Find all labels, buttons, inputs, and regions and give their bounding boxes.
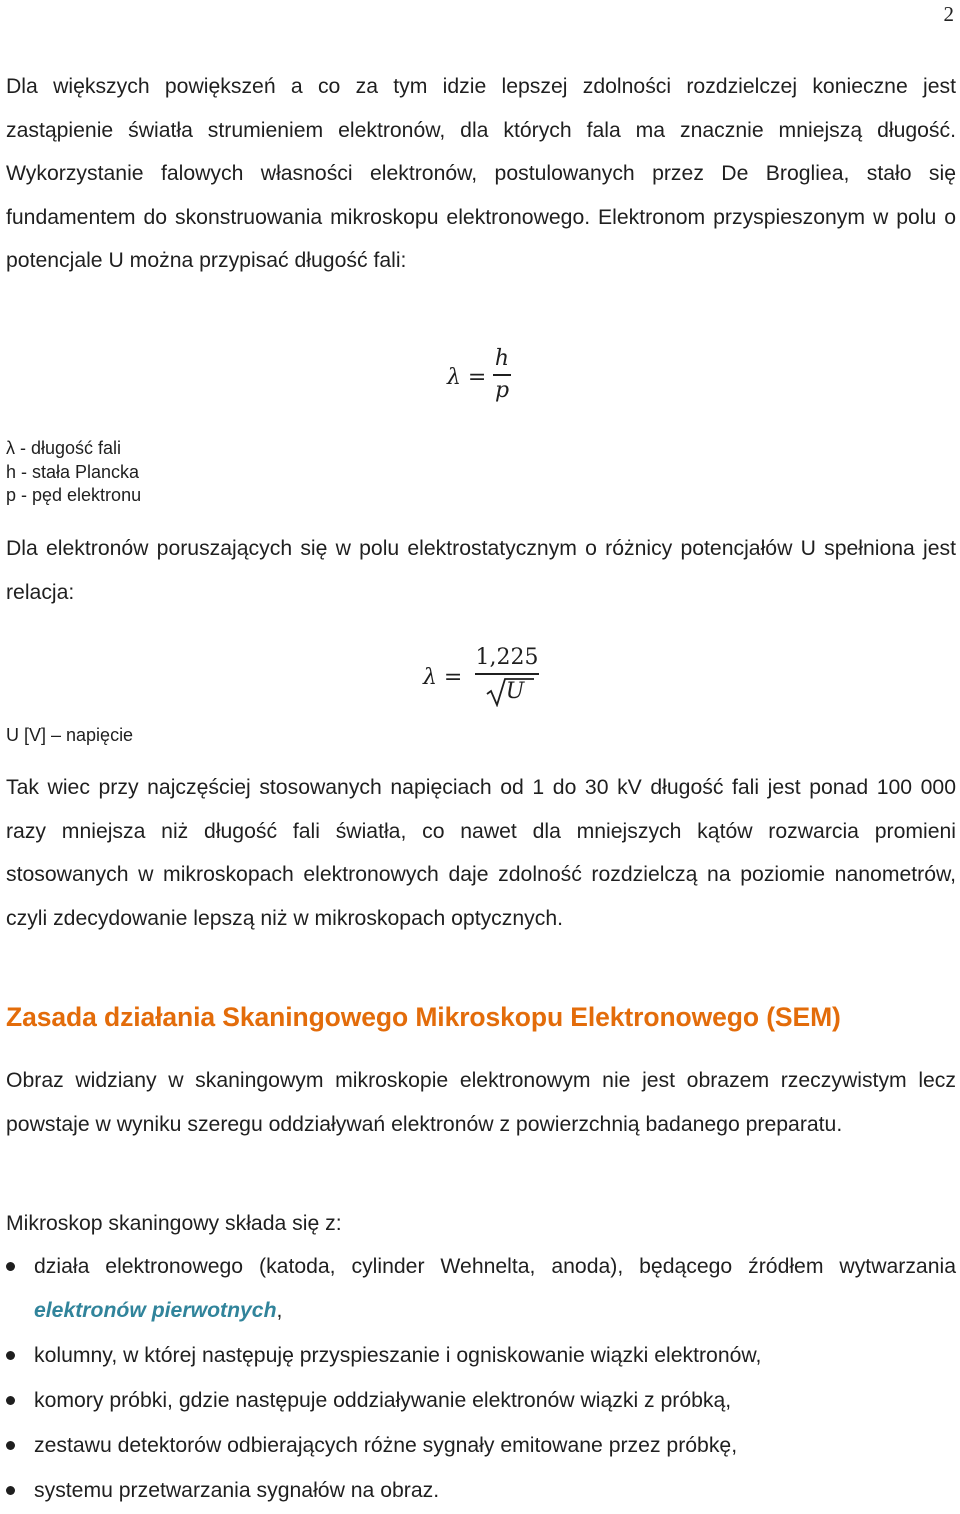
list-item	[6, 1245, 956, 1332]
list-item	[6, 1469, 956, 1513]
bullet-icon	[6, 1441, 15, 1450]
voltage-definition	[6, 724, 133, 748]
intro-paragraph: Dla większych powiększeń a co za tym idzie lepszej zdolności rozdzielczej konieczne jest zastąpienie światła strumieniem elektronów, dla których fala ma znacznie mniejszą długość. Wykorzystanie falowych własności elektronów, postulowanych przez De Brogliea, stało się fundamentem do skonstruowania mikroskopu elektronowego. Elektronom przyspieszonym w polu o potencjale U można przypisać długość fali:	[6, 75, 956, 272]
section-heading: Zasada działania Skaningowego Mikroskopu Elektronowego (SEM)	[6, 1002, 841, 1032]
radicand: U	[505, 678, 525, 704]
list-item-text: zestawu detektorów odbierających różne sygnały emitowane przez próbkę,	[34, 1433, 738, 1457]
list-item	[6, 1424, 956, 1468]
denominator	[475, 675, 539, 709]
relation-intro-paragraph: Dla elektronów poruszających się w polu elektrostatycznym o różnicy potencjałów U spełniona jest relacja:	[6, 537, 956, 604]
fraction	[475, 643, 539, 709]
wavelength-formula	[447, 343, 527, 413]
list-item-text-end: ,	[276, 1298, 283, 1322]
numerator: h	[494, 346, 510, 371]
list-item	[6, 1379, 956, 1423]
primary-electrons-highlight: elektronów pierwotnych	[34, 1298, 277, 1322]
formula-lhs: λ =	[447, 365, 487, 390]
definition-lambda: λ - długość fali	[6, 438, 122, 458]
list-item-text: komory próbki, gdzie następuje oddziaływanie elektronów wiązki z próbką,	[34, 1388, 732, 1412]
bullet-icon	[6, 1262, 15, 1271]
page-number: 2	[943, 2, 954, 26]
bullet-icon	[6, 1486, 15, 1495]
conclusion-paragraph: Tak wiec przy najczęściej stosowanych napięciach od 1 do 30 kV długość fali jest ponad 100 000 razy mniejsza niż długość fali światła, co nawet dla mniejszych kątów rozwarcia promieni stosowanych w mikroskopach elektronowych daje zdolność rozdzielczą na poziomie nanometrów, czyli zdecydowanie lepszą niż w mikroskopach optycznych.	[6, 776, 956, 930]
square-root	[498, 675, 525, 709]
composition-intro: Mikroskop skaningowy składa się z:	[6, 1212, 342, 1235]
bullet-icon	[6, 1396, 15, 1405]
denominator: p	[494, 377, 510, 403]
definition-h: h - stała Plancka	[6, 461, 140, 482]
list-item	[6, 1334, 956, 1378]
voltage-formula	[423, 643, 553, 721]
sem-description-paragraph: Obraz widziany w skaningowym mikroskopie elektronowym nie jest obrazem rzeczywistym lecz powstaje w wyniku szeregu oddziaływań elektronów z powierzchnią badanego preparatu.	[6, 1069, 956, 1136]
bullet-icon	[6, 1351, 15, 1360]
definition-u: U [V] – napięcie	[6, 725, 134, 745]
formula-lhs: λ =	[423, 665, 463, 690]
definition-p: p - pęd elektronu	[6, 485, 142, 505]
numerator: 1,225	[475, 645, 539, 670]
list-item-text: działa elektronowego (katoda, cylinder Wehnelta, anoda), będącego źródłem wytwarzania	[34, 1255, 956, 1278]
definitions-list	[6, 437, 141, 508]
fraction	[493, 344, 511, 406]
list-item-text: kolumny, w której następuję przyspieszanie i ogniskowanie wiązki elektronów,	[34, 1343, 762, 1367]
components-list	[6, 1245, 956, 1514]
list-item-text: systemu przetwarzania sygnałów na obraz.	[34, 1478, 440, 1502]
